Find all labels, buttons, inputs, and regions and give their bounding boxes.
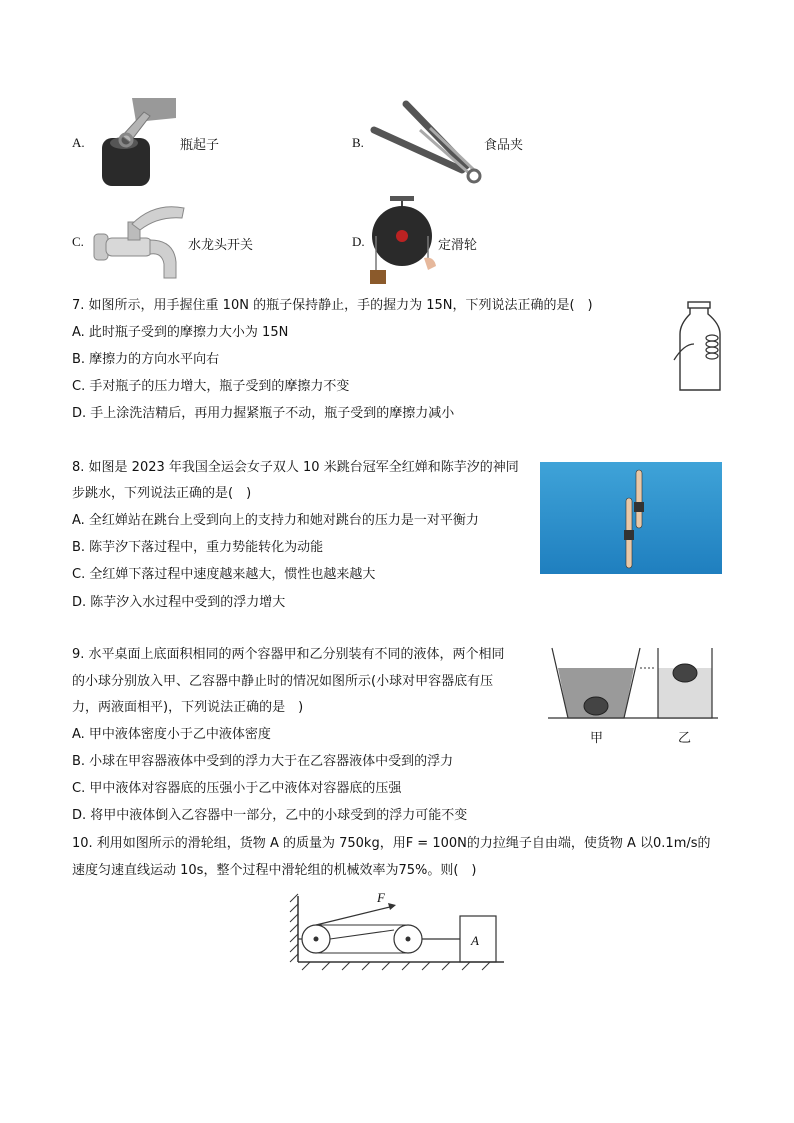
option-b: B. 陈芋汐下落过程中，重力势能转化为动能	[72, 540, 324, 555]
question-stem: 7. 如图所示，用手握住重 10N 的瓶子保持静止，手的握力为 15N，下列说法正确的是( )	[72, 298, 593, 313]
option-c: C. 手对瓶子的压力增大，瓶子受到的摩擦力不变	[72, 379, 350, 394]
option-a: A. 此时瓶子受到的摩擦力大小为 15N	[72, 325, 289, 340]
option-b: B. 小球在甲容器液体中受到的浮力大于在乙容器液体中受到的浮力	[72, 754, 454, 769]
option-letter: A.	[72, 135, 85, 150]
option-letter: D.	[352, 234, 365, 249]
option-caption: 瓶起子	[180, 138, 220, 153]
containers-figure	[548, 646, 718, 722]
bottle-hand-figure	[672, 300, 732, 394]
option-caption: 定滑轮	[438, 238, 478, 253]
faucet-icon	[92, 200, 187, 280]
fixed-pulley-icon	[368, 196, 438, 286]
question-stem: 步跳水，下列说法正确的是( )	[72, 486, 252, 501]
label-jia: 甲	[590, 731, 604, 746]
diving-photo	[540, 462, 722, 574]
question-stem: 8. 如图是 2023 年我国全运会女子双人 10 米跳台冠军全红婵和陈芋汐的神同	[72, 460, 519, 475]
option-d: D. 陈芋汐入水过程中受到的浮力增大	[72, 595, 286, 610]
option-caption: 水龙头开关	[188, 238, 254, 253]
question-stem: 的小球分别放入甲、乙容器中静止时的情况如图所示(小球对甲容器底有压	[72, 674, 494, 689]
question-stem: 10. 利用如图所示的滑轮组，货物 A 的质量为 750kg，用F = 100N的力拉绳子自由端，使货物 A 以0.1m/s的	[72, 836, 711, 851]
option-letter: C.	[72, 234, 84, 249]
option-d: D. 手上涂洗洁精后，再用力握紧瓶子不动，瓶子受到的摩擦力减小	[72, 406, 455, 421]
food-tongs-icon	[370, 100, 485, 184]
question-stem: 9. 水平桌面上底面积相同的两个容器甲和乙分别装有不同的液体，两个相同	[72, 647, 505, 662]
label-force-f: F	[377, 890, 385, 905]
pulley-system-figure	[288, 890, 508, 972]
option-d: D. 将甲中液体倒入乙容器中一部分，乙中的小球受到的浮力可能不变	[72, 808, 468, 823]
bottle-opener-icon	[96, 98, 184, 186]
option-c: C. 全红婵下落过程中速度越来越大，惯性也越来越大	[72, 567, 376, 582]
option-letter: B.	[352, 135, 364, 150]
option-b: B. 摩擦力的方向水平向右	[72, 352, 220, 367]
label-yi: 乙	[678, 731, 692, 746]
question-stem: 速度匀速直线运动 10s，整个过程中滑轮组的机械效率为75%。则( )	[72, 863, 477, 878]
option-a: A. 甲中液体密度小于乙中液体密度	[72, 727, 271, 742]
question-stem: 力，两液面相平)，下列说法正确的是 )	[72, 700, 304, 715]
option-a: A. 全红婵站在跳台上受到向上的支持力和她对跳台的压力是一对平衡力	[72, 513, 479, 528]
option-c: C. 甲中液体对容器底的压强小于乙中液体对容器底的压强	[72, 781, 402, 796]
label-cargo-a: A	[471, 933, 479, 948]
option-caption: 食品夹	[484, 138, 524, 153]
